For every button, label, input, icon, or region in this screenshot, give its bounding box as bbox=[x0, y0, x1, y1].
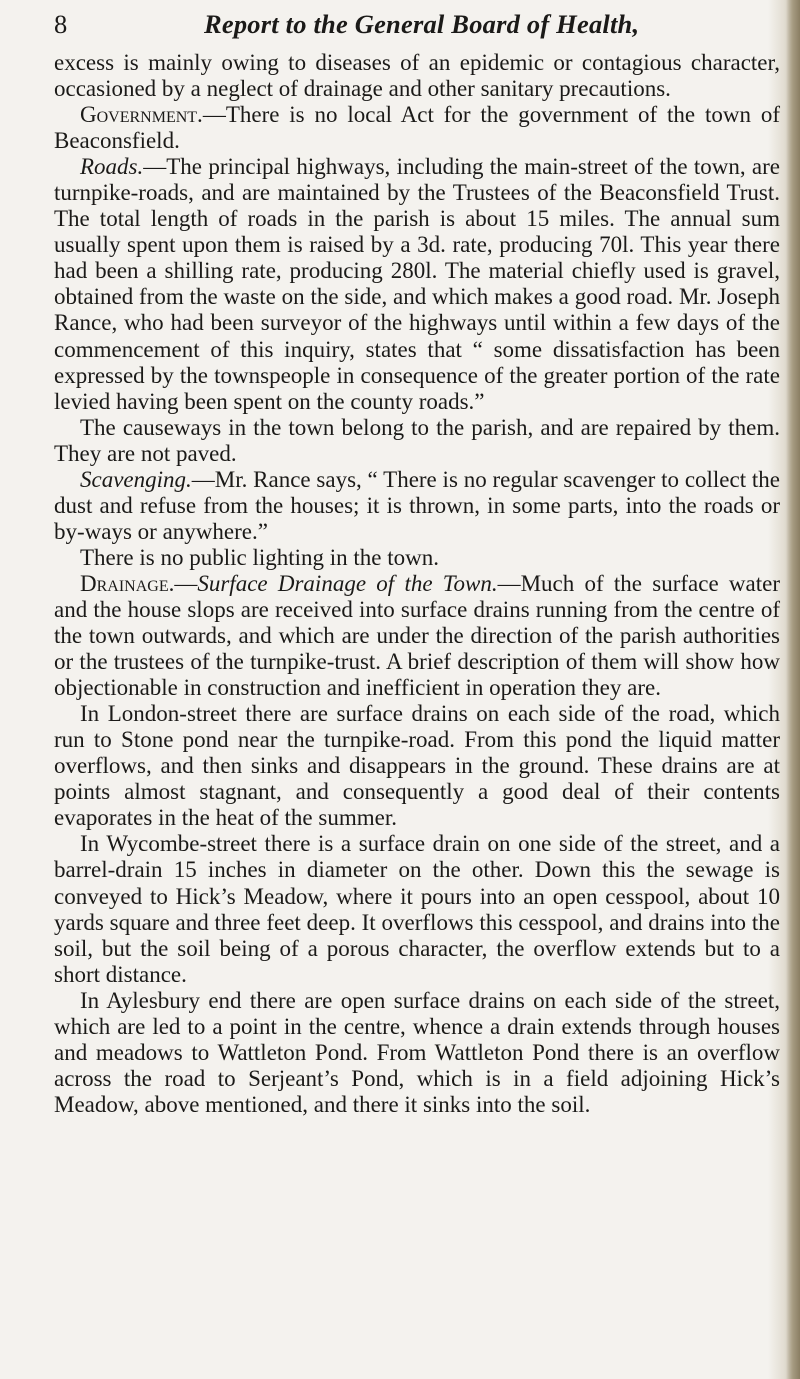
paragraph-text: In Aylesbury end there are open surface drains on each side of the street, which are led to a point in the centre, whence a drain extends through houses and meadows to Wattleton Pond. From Wattleton Pond there is an overflow across the road to Serjeant’s Pond, which is in a field adjoining Hick’s Meadow, above mentioned, and there it sinks into the soil. bbox=[54, 987, 780, 1117]
page-edge-shadow bbox=[786, 0, 800, 1379]
paragraph bbox=[54, 467, 780, 545]
paragraph-text: There is no public lighting in the town. bbox=[80, 544, 440, 570]
running-header bbox=[54, 4, 774, 44]
paragraph-text: —The principal highways, including the main-street of the town, are turnpike-roads, and are maintained by the Trustees of the Beaconsfield Trust. The total length of roads in the parish is about 15 miles. The annual sum usually spent upon them is raised by a 3d. rate, producing 70l. This year there had been a shilling rate, producing 280l. The material chiefly used is gravel, obtained from the waste on the side, and which makes a good road. Mr. Joseph Rance, who had been surveyor of the highways until within a few days of the commencement of this inquiry, states that “ some dissatisfaction has been expressed by the townspeople in consequence of the greater portion of the rate levied having been spent on the county roads.” bbox=[54, 154, 780, 414]
paragraph bbox=[54, 988, 780, 1118]
paragraph-text: — bbox=[174, 570, 198, 596]
section-heading: Roads. bbox=[80, 154, 144, 180]
paragraph bbox=[54, 571, 780, 701]
paragraph bbox=[54, 701, 780, 831]
page-number: 8 bbox=[54, 9, 68, 39]
section-heading: Scavenging. bbox=[80, 466, 192, 492]
paragraph-text: In Wycombe-street there is a surface drain on one side of the street, and a barrel-drain 15 inches in diameter on the other. Down this the sewage is conveyed to Hick’s Meadow, where it pours into an open cesspool, about 10 yards square and three feet deep. It overflows this cesspool, and drains into the soil, but the soil being of a porous character, the overflow extends but to a short distance. bbox=[54, 831, 780, 987]
paragraph bbox=[54, 50, 780, 102]
paragraph bbox=[54, 154, 780, 414]
paragraph-text: —Much of the surface water and the house slops are received into surface drains running from the centre of the town outwards, and which are under the direction of the parish authorities or the trustees of the turnpike-trust. A brief description of them will show how objectionable in construction and inefficient in operation they are. bbox=[54, 570, 780, 701]
paragraph-text: excess is mainly owing to diseases of an epidemic or contagious character, occasioned by a neglect of drainage and other sanitary precautions. bbox=[54, 50, 780, 102]
body-text bbox=[54, 50, 780, 1118]
paragraph-text: —Mr. Rance says, “ There is no regular scavenger to collect the dust and refuse from the houses; it is thrown, in some parts, into the roads or by-ways or anywhere.” bbox=[54, 466, 780, 544]
paragraph bbox=[54, 831, 780, 987]
paragraph-text: —There is no local Act for the government of the town of Beaconsfield. bbox=[54, 102, 780, 154]
section-heading: Government. bbox=[80, 102, 203, 128]
running-title: Report to the General Board of Health, bbox=[204, 9, 640, 39]
paragraph bbox=[54, 102, 780, 154]
paragraph-text: In London-street there are surface drains on each side of the road, which run to Stone pond near the turnpike-road. From this pond the liquid matter overflows, and then sinks and disappears in the ground. These drains are at points almost stagnant, and consequently a good deal of their contents evaporates in the heat of the summer. bbox=[54, 701, 780, 831]
section-heading: Drainage. bbox=[80, 570, 175, 596]
paragraph-text: The causeways in the town belong to the parish, and are repaired by them. They are not paved. bbox=[54, 414, 780, 466]
section-heading: Surface Drainage of the Town. bbox=[197, 570, 498, 596]
paragraph bbox=[54, 415, 780, 467]
paragraph bbox=[54, 545, 780, 571]
